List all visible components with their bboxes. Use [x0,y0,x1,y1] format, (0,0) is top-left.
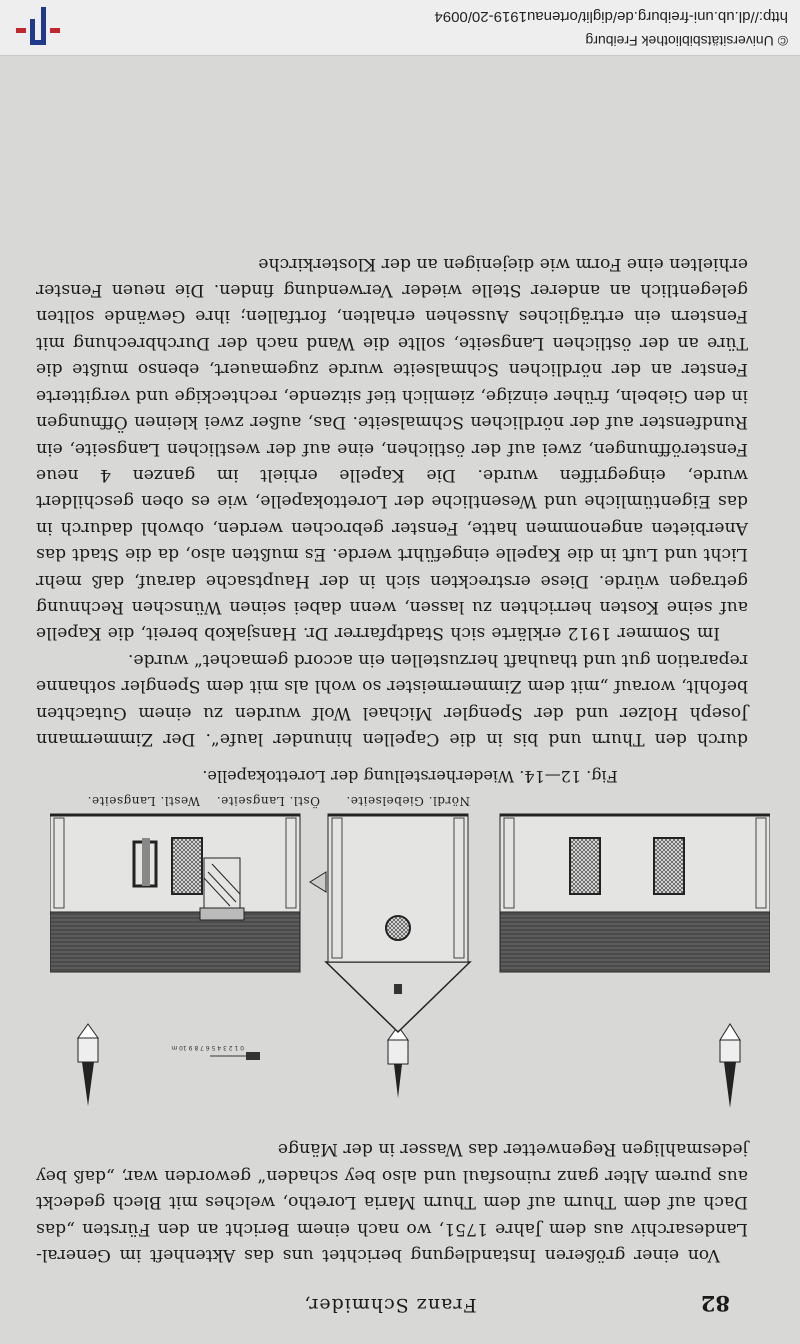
page-header [50,1286,730,1316]
text-block-top [36,1136,748,1268]
library-header [0,0,800,56]
paragraph: durch den Thurn und bis in die Capellen hinunder laufe“. Der Zimmermann Joseph Holzer und der Spengler Michael Wolf wurden zu einem Gutachten befohlt, worauf „mit dem Zimmermeister so wohl als mit dem Spengler sothanne reparation gut und thauhaft herzustellen ein accord gemachet“ wurde. [36,649,748,749]
view-label-east: Östl. Langseite. [216,794,320,808]
page-number: 82 [700,1291,730,1316]
east-elevation [500,814,770,1108]
north-gable-elevation [310,814,470,1098]
copyright-text: © Universitätsbibliothek Freiburg [585,33,788,49]
west-elevation [50,814,300,1106]
source-url[interactable]: http://dl.ub.uni-freiburg.de/diglit/ortenau1919-20/0094 [434,8,788,25]
scale-bar [171,1044,260,1060]
text-block-bottom [36,250,748,752]
figure-caption: Fig. 12—14. Wiederherstellung der Lorettokapelle. [202,767,618,786]
scale-label: 0 1 2 3 4 5 6 7 8 9 10 m [171,1044,244,1051]
running-title: Franz Schmider, [303,1294,477,1316]
view-label-west: Westl. Langseite. [87,794,200,808]
chapel-elevations-figure [50,812,770,1112]
university-logo-icon [16,7,60,47]
paragraph: Von einer größeren Instandlegung berichtet uns das Aktenheft im General-Landesarchiv aus dem Jahre 1751, wo nach einem Bericht an den Fürsten „das Dach auf dem Thurn auf dem Thurn Maria Loretho, welches mit Blech gedeckt aus purem Alter ganz ruinosfaul und also bey schaden“ geworden war, „daß bey jedesmahligen Regenwetter das Wasser in der Mänge [36,1139,748,1265]
view-label-north: Nördl. Giebelseite. [345,794,470,808]
paragraph: Im Sommer 1912 erklärte sich Stadtpfarrer Dr. Hansjakob bereit, die Kapelle auf seine Kosten herrichten zu lassen, wenn dabei seinen Wünschen Rechnung getragen würde. Diese erstreckten sich in der Hauptsache darauf, daß mehr Licht und Luft in die Kapelle eingeführt werde. Es mußten also, da die Stadt das Anerbieten angenommen hatte, Fenster gebrochen werden, obwohl dadurch in das Eigentümliche und Wesentliche der Lorettokapelle, wie es oben geschildert wurde, eingegriffen wurde. Die Kapelle erhielt im ganzen 4 neue Fensteröffnungen, zwei auf der östlichen, eine auf der westlichen Langseite, ein Rundfenster auf der nördlichen Schmalseite. Das, außer zwei kleinen Öffnungen in den Giebeln, früher einzige, ziemlich tief sitzende, rechteckige und vergitterte Fenster an der nördlichen Schmalseite wurde zugemauert, ebenso mußte die Türe an der östlichen Langseite, sollte die Wand nach der Durchbrechung mit Fenstern ein erträgliches Aussehen erhalten, fortfallen; ihre Gewände sollten gelegentlich an anderer Stelle wieder Verwendung finden. Die neuen Fenster erhielten eine Form wie diejenigen an der Klosterkirche [36,253,748,644]
